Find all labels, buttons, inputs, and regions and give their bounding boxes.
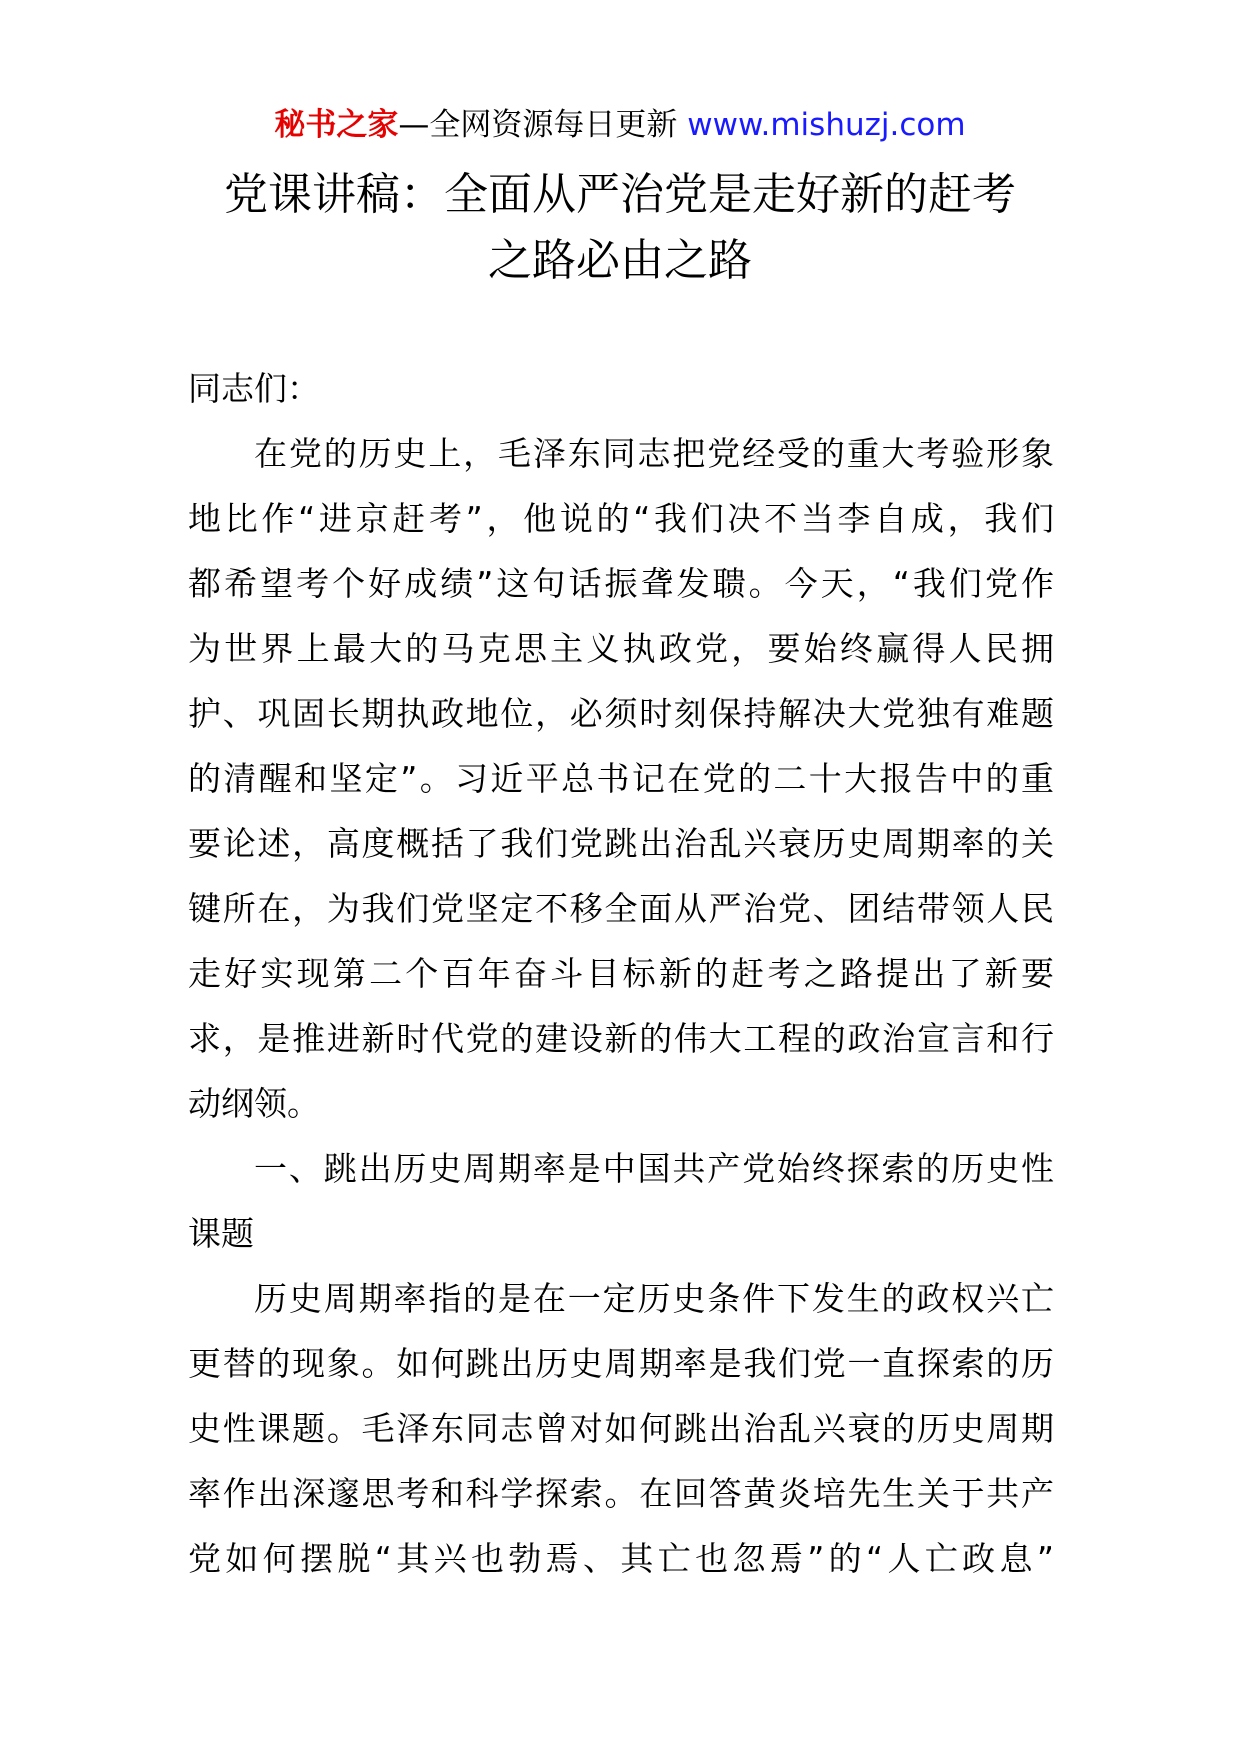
text-line: 在党的历史上，毛泽东同志把党经受的重大考验形象 xyxy=(254,434,1054,473)
text-line: 求，是推进新时代党的建设新的伟大工程的政治宣言和行 xyxy=(188,1019,1054,1058)
text-line: 都希望考个好成绩”这句话振聋发聩。今天，“我们党作 xyxy=(188,564,1054,603)
title-line: 党课讲稿：全面从严治党是走好新的赶考 xyxy=(224,169,1016,220)
header-url-link[interactable]: www.mishuzj.com xyxy=(687,107,966,143)
heading-line: 课题 xyxy=(188,1214,254,1253)
paragraph xyxy=(188,1266,1054,1591)
text-line: 率作出深邃思考和科学探索。在回答黄炎培先生关于共产 xyxy=(188,1474,1054,1513)
salutation: 同志们： xyxy=(188,369,320,408)
text-line: 键所在，为我们党坚定不移全面从严治党、团结带领人民 xyxy=(188,889,1054,928)
text-line: 为世界上最大的马克思主义执政党，要始终赢得人民拥 xyxy=(188,629,1054,668)
heading-line: 一、跳出历史周期率是中国共产党始终探索的历史性 xyxy=(254,1149,1054,1188)
text-line: 护、巩固长期执政地位，必须时刻保持解决大党独有难题 xyxy=(188,694,1054,733)
text-line: 走好实现第二个百年奋斗目标新的赶考之路提出了新要 xyxy=(188,954,1054,993)
document-title xyxy=(170,162,1070,294)
document-body xyxy=(188,356,1054,1591)
text-line: 的清醒和坚定”。习近平总书记在党的二十大报告中的重 xyxy=(188,759,1054,798)
section-heading xyxy=(188,1136,1054,1266)
text-line: 党如何摆脱“其兴也勃焉、其亡也忽焉”的“人亡政息” xyxy=(188,1539,1054,1578)
text-line: 动纲领。 xyxy=(188,1084,320,1123)
text-line: 地比作“进京赶考”，他说的“我们决不当李自成，我们 xyxy=(188,499,1054,538)
text-line: 史性课题。毛泽东同志曾对如何跳出治乱兴衰的历史周期 xyxy=(188,1409,1054,1448)
paragraph xyxy=(188,421,1054,1136)
text-line: 要论述，高度概括了我们党跳出治乱兴衰历史周期率的关 xyxy=(188,824,1054,863)
text-line: 历史周期率指的是在一定历史条件下发生的政权兴亡 xyxy=(254,1279,1054,1318)
title-line: 之路必由之路 xyxy=(488,235,752,286)
text-line: 更替的现象。如何跳出历史周期率是我们党一直探索的历 xyxy=(188,1344,1054,1383)
header-tagline: —全网资源每日更新 xyxy=(398,107,678,143)
site-header xyxy=(0,100,1240,150)
brand-name: 秘书之家 xyxy=(274,107,399,143)
